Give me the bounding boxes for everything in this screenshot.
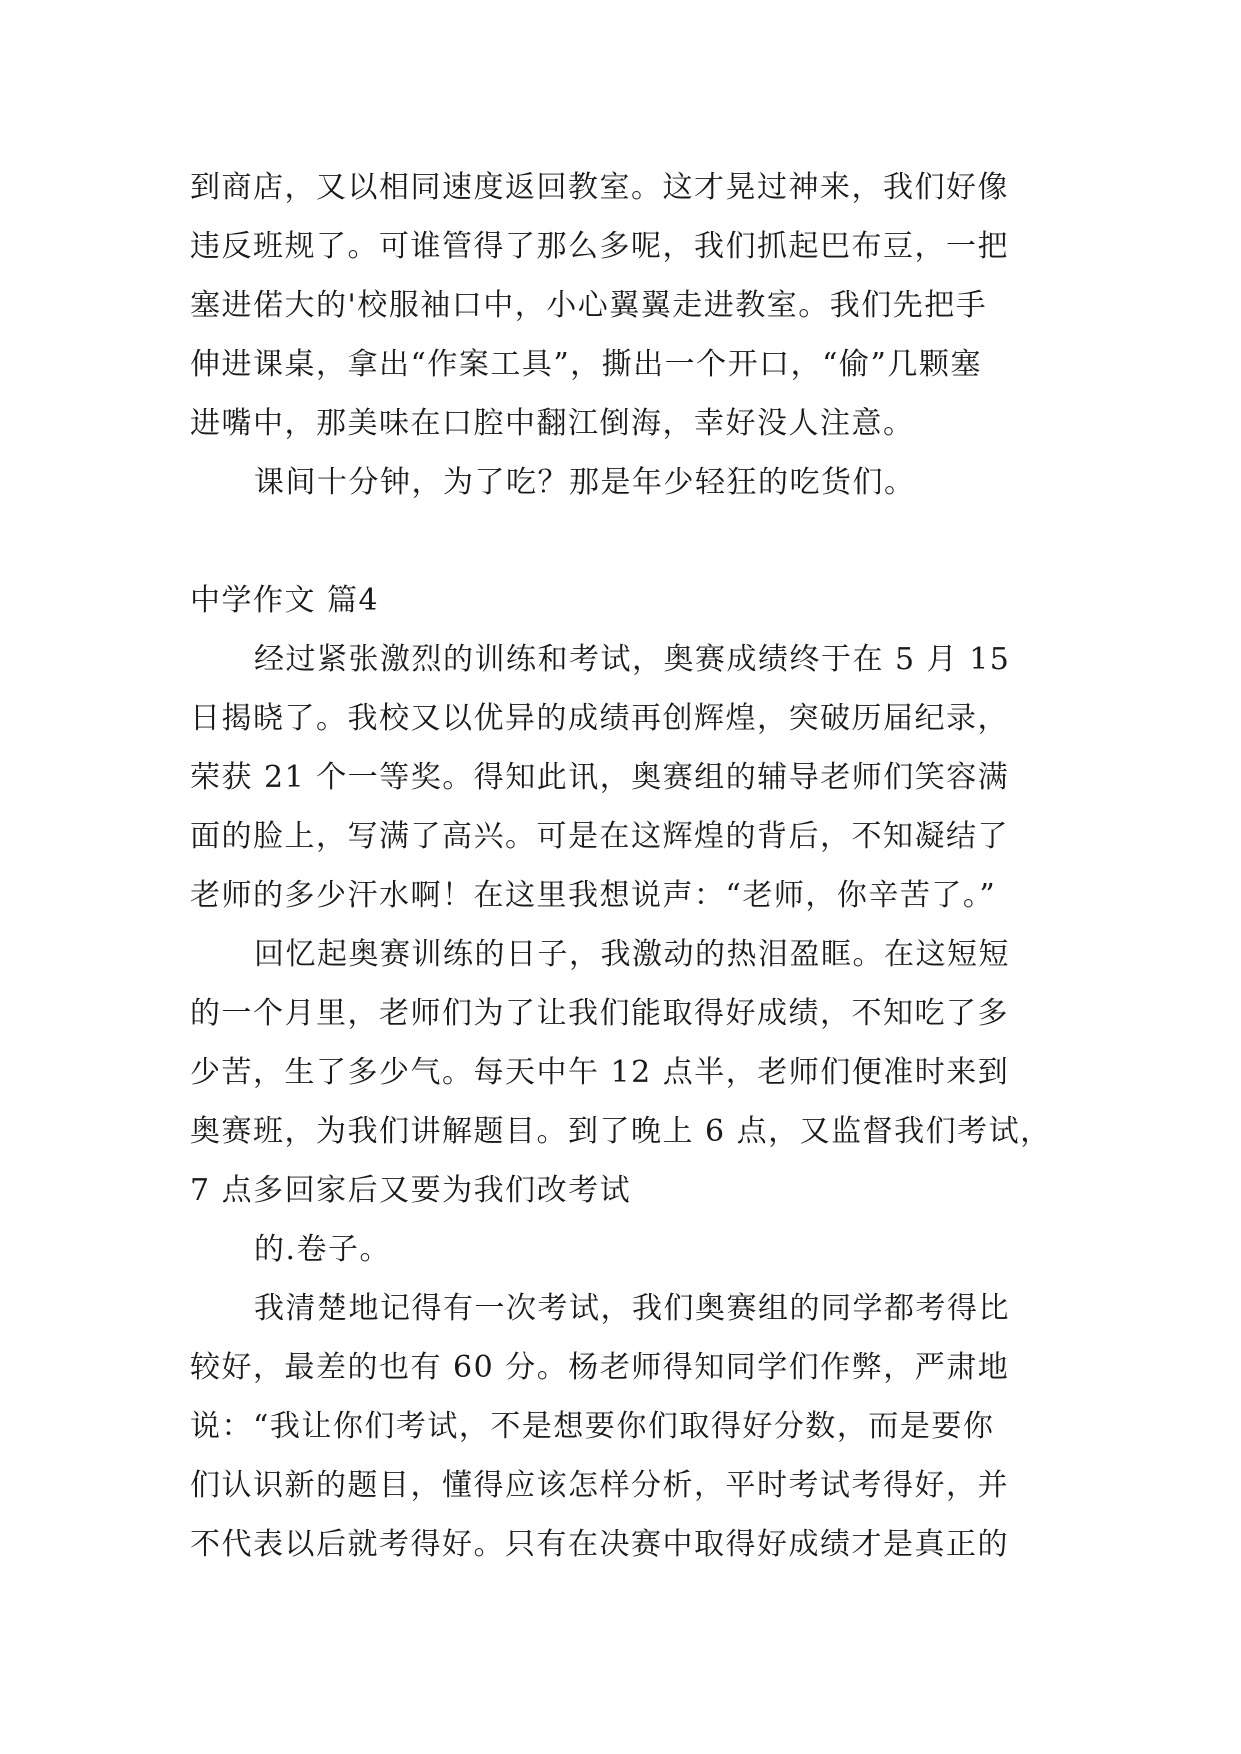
text-line: 们认识新的题目，懂得应该怎样分析，平时考试考得好，并 (190, 1468, 1009, 1503)
text-line: 到商店，又以相同速度返回教室。这才晃过神来，我们好像 (190, 170, 1009, 205)
text-line: 老师的多少汗水啊！在这里我想说声：“老师，你辛苦了。” (190, 878, 997, 913)
text-line: 经过紧张激烈的训练和考试，奥赛成绩终于在 5 月 15 (254, 642, 1011, 677)
text-line: 日揭晓了。我校又以优异的成绩再创辉煌，突破历届纪录， (190, 701, 1009, 736)
text-line: 塞进偌大的'校服袖口中，小心翼翼走进教室。我们先把手 (190, 288, 988, 323)
text-line: 说：“我让你们考试，不是想要你们取得好分数，而是要你 (190, 1409, 995, 1444)
document-body (190, 158, 1070, 1574)
text-line: 伸进课桌，拿出“作案工具”，撕出一个开口，“偷”几颗塞 (190, 347, 982, 382)
text-line: 较好，最差的也有 60 分。杨老师得知同学们作弊，严肃地 (190, 1350, 1010, 1385)
section-gap (190, 512, 1070, 571)
text-line: 少苦，生了多少气。每天中午 12 点半，老师们便准时来到 (190, 1055, 1010, 1090)
text-line: 不代表以后就考得好。只有在决赛中取得好成绩才是真正的 (190, 1527, 1009, 1562)
section-heading: 中学作文 篇4 (190, 583, 380, 618)
text-line: 奥赛班，为我们讲解题目。到了晚上 6 点，又监督我们考试， (190, 1114, 1052, 1149)
text-line: 课间十分钟，为了吃？那是年少轻狂的吃货们。 (254, 465, 916, 500)
text-line: 7 点多回家后又要为我们改考试 (190, 1173, 632, 1208)
text-line: 回忆起奥赛训练的日子，我激动的热泪盈眶。在这短短 (254, 937, 1010, 972)
text-line: 的.卷子。 (254, 1232, 392, 1267)
text-line: 荣获 21 个一等奖。得知此讯，奥赛组的辅导老师们笑容满 (190, 760, 1010, 795)
text-line: 面的脸上，写满了高兴。可是在这辉煌的背后，不知凝结了 (190, 819, 1009, 854)
text-line: 进嘴中，那美味在口腔中翻江倒海，幸好没人注意。 (190, 406, 915, 441)
text-line: 的一个月里，老师们为了让我们能取得好成绩，不知吃了多 (190, 996, 1009, 1031)
text-line: 违反班规了。可谁管得了那么多呢，我们抓起巴布豆，一把 (190, 229, 1009, 264)
text-line: 我清楚地记得有一次考试，我们奥赛组的同学都考得比 (254, 1291, 1010, 1326)
